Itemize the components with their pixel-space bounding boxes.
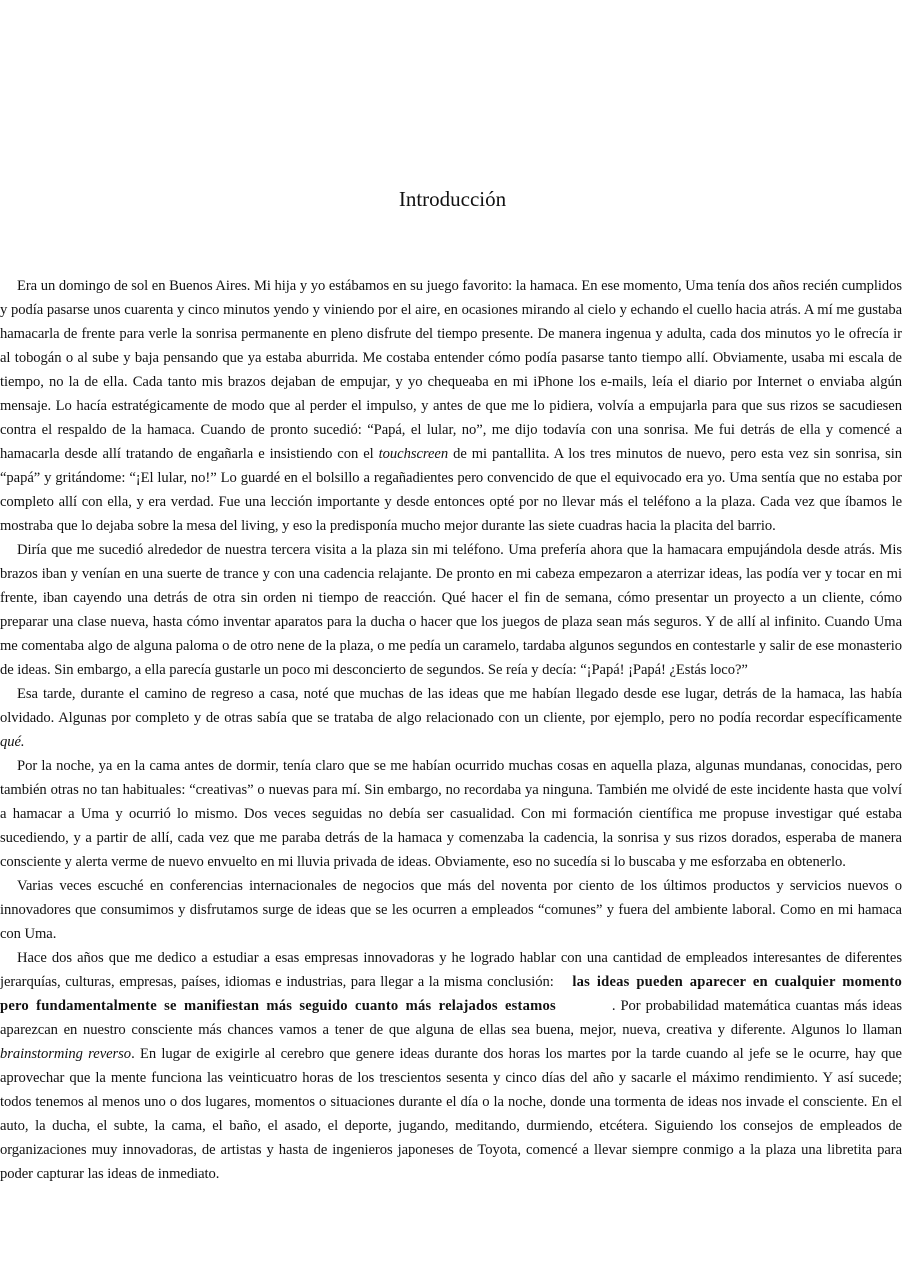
paragraph-6 <box>0 946 902 1186</box>
paragraph-2: Diría que me sucedió alrededor de nuestra tercera visita a la plaza sin mi teléfono. Uma prefería ahora que la hamacara empujándola desde atrás. Mis brazos iban y venían en una suerte de trance y con una cadencia relajante. De pronto en mi cabeza empezaron a aterrizar ideas, las podía ver y tocar en mi frente, iban cayendo una detrás de otra sin orden ni tiempo de reacción. Qué hacer el fin de semana, cómo presentar un proyecto a un cliente, cómo preparar una clase nueva, hasta cómo inventar aparatos para la ducha o hacer que los juegos de plaza sean más seguros. Y de allí al infinito. Cuando Uma me comentaba algo de alguna paloma o de otro nene de la plaza, o me pedía un caramelo, tardaba algunos segundos en contestarle y salir de ese monasterio de ideas. Sin embargo, a ella parecía gustarle un poco mi desconcierto de segundos. Se reía y decía: “¡Papá! ¡Papá! ¿Estás loco?” <box>0 542 902 678</box>
paragraph-6-text-a: Hace dos años que me dedico a estudiar a esas empresas innovadoras y he logrado hablar con una cantidad de empleados interesantes de diferentes jerarquías, culturas, empresas, países, idiomas e industrias, para llegar a la misma conclusión: <box>0 950 902 990</box>
paragraph-5: Varias veces escuché en conferencias internacionales de negocios que más del noventa por ciento de los últimos productos y servicios nuevos o innovadores que consumimos y disfrutamos surge de ideas que se les ocurren a empleados “comunes” y fuera del ambiente laboral. Como en mi hamaca con Uma. <box>0 878 902 942</box>
paragraph-3 <box>0 682 902 754</box>
paragraph-6-key-statement: las ideas pueden aparecer en cualquier momento pero fundamentalmente se manifiestan más seguido cuanto más relajados estamos <box>0 974 902 1014</box>
paragraph-3-emphasis: qué. <box>0 734 25 750</box>
paragraph-4: Por la noche, ya en la cama antes de dormir, tenía claro que se me habían ocurrido muchas cosas en aquella plaza, algunas mundanas, conocidas, pero también otras no tan habituales: “creativas” o nuevas para mí. Sin embargo, no recordaba ya ninguna. También me olvidé de este incidente hasta que volví a hamacar a Uma y ocurrió lo mismo. Dos veces seguidas no debía ser casualidad. Con mi formación científica me propuse investigar qué estaba sucediendo, y a partir de allí, cada vez que me paraba detrás de la hamaca y comenzaba la cadencia, la sonrisa y sus rizos dorados, esperaba de manera consciente y alerta verme de nuevo envuelto en mi lluvia privada de ideas. Obviamente, eso no sucedía si lo buscaba y me esforzaba en obtenerlo. <box>0 758 902 870</box>
paragraph-1-text-a: Era un domingo de sol en Buenos Aires. Mi hija y yo estábamos en su juego favorito: la hamaca. En ese momento, Uma tenía dos años recién cumplidos y podía pasarse unos cuarenta y cinco minutos yendo y viniendo por el aire, en ocasiones mirando al cielo y echando el cuello hacia atrás. A mí me gustaba hamacarla de frente para verle la sonrisa permanente en pleno disfrute del tiempo presente. De manera ingenua y adulta, cada dos minutos yo le ofrecía ir al tobogán o al sube y baja pensando que ya estaba aburrida. Me costaba entender cómo podía pasarse tanto tiempo allí. Obviamente, usaba mi escala de tiempo, no la de ella. Cada tanto mis brazos dejaban de empujar, y yo chequeaba en mi iPhone los e-mails, leía el diario por Internet o enviaba algún mensaje. Lo hacía estratégicamente de modo que al perder el impulso, y antes de que me lo pidiera, volvía a empujarla para que sus rizos se sacudiesen contra el respaldo de la hamaca. Cuando de pronto sucedió: “Papá, el lular, no”, me dijo todavía con una sonrisa. Me fui detrás de ella y comencé a hamacarla desde allí tratando de engañarla e insistiendo con el <box>0 278 902 462</box>
paragraph-6-text-b: . Por probabilidad matemática cuantas más ideas aparezcan en nuestro consciente más chances vamos a tener de que alguna de ellas sea buena, mejor, nueva, creativa y diferente. Algunos lo llaman <box>0 998 903 1038</box>
paragraph-6-text-c: . En lugar de exigirle al cerebro que genere ideas durante dos horas los martes por la tarde cuando al jefe se le ocurre, hay que aprovechar que la mente funciona las veinticuatro horas de los trescientos sesenta y cinco días del año y sacarle el máximo rendimiento. Y así sucede; todos tenemos al menos uno o dos lugares, momentos o situaciones durante el día o la noche, donde una tormenta de ideas nos invade el consciente. En el auto, la ducha, el subte, la cama, el baño, el asado, el deporte, jugando, meditando, durmiendo, etcétera. Siguiendo los consejos de empleados de organizaciones muy innovadoras, de artistas y hasta de ingenieros japoneses de Toyota, comencé a llevar siempre conmigo a la plaza una libretita para poder capturar las ideas de inmediato. <box>0 1046 902 1182</box>
paragraph-1 <box>0 274 902 538</box>
paragraph-1-emphasis: touchscreen <box>378 446 449 462</box>
body-text <box>0 274 902 1186</box>
chapter-title: Introducción <box>398 187 507 211</box>
paragraph-3-text: Esa tarde, durante el camino de regreso a casa, noté que muchas de las ideas que me habían llegado desde ese lugar, detrás de la hamaca, las había olvidado. Algunas por completo y de otras sabía que se trataba de algo relacionado con un cliente, por ejemplo, pero no podía recordar específicamente <box>0 686 902 726</box>
paragraph-6-emphasis: brainstorming reverso <box>0 1046 132 1062</box>
paragraph-1-text-b: de mi pantallita. A los tres minutos de nuevo, pero esta vez sin sonrisa, sin “papá” y gritándome: “¡El lular, no!” Lo guardé en el bolsillo a regañadientes pero convencido de que el equivocado era yo. Uma sentía que no estaba por completo allí con ella, y era verdad. Fue una lección importante y desde entonces opté por no llevar más el teléfono a la plaza. Cada vez que íbamos le mostraba que lo dejaba sobre la mesa del living, y eso la predisponía mucho mejor durante las siete cuadras hacia la placita del barrio. <box>0 446 902 534</box>
